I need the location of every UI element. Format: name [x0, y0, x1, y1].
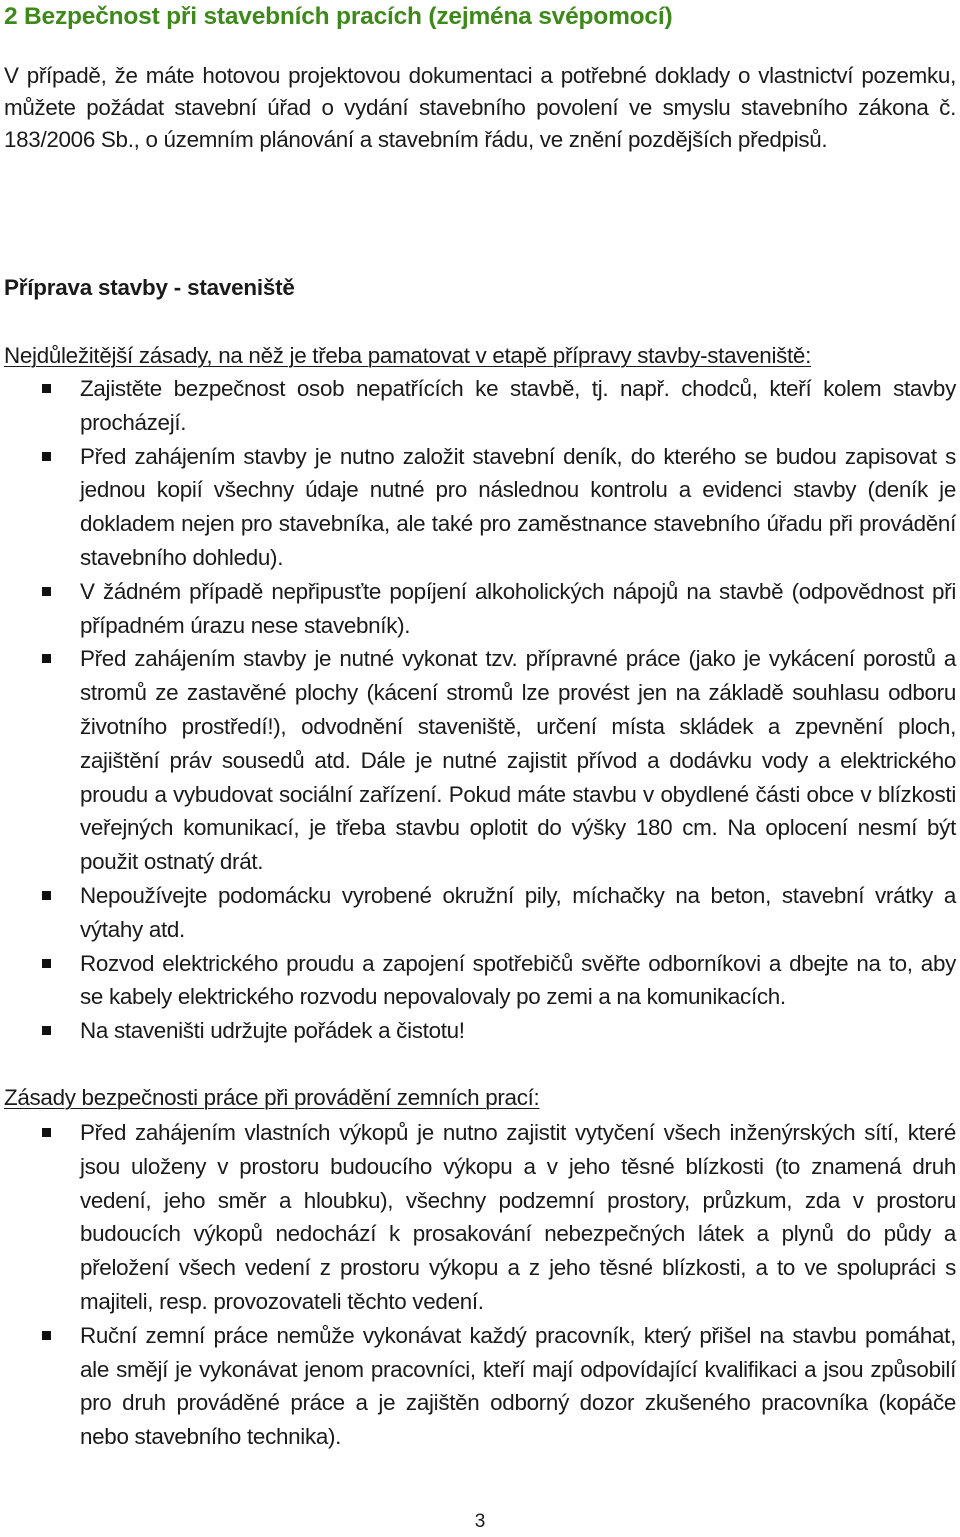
square-bullet-icon	[42, 1128, 51, 1137]
list-item: Na staveništi udržujte pořádek a čistotu!	[0, 1014, 956, 1048]
list-item: Rozvod elektrického proudu a zapojení spotřebičů svěřte odborníkovi a dbejte na to, aby se kabely elektrického rozvodu nepovalovaly po zemi a na komunikacích.	[0, 947, 956, 1015]
list-item: V žádném případě nepřipusťte popíjení alkoholických nápojů na stavbě (odpovědnost při případném úrazu nese stavebník).	[0, 575, 956, 643]
list-item: Ruční zemní práce nemůže vykonávat každý pracovník, který přišel na stavbu pomáhat, ale smějí je vykonávat jenom pracovníci, kteří mají odpovídající kvalifikaci a jsou způsobilí pro druh prováděné práce a je zajištěn odborný dozor zkušeného pracovníka (kopáče nebo stavebního technika).	[0, 1319, 956, 1454]
list-item: Před zahájením stavby je nutné vykonat tzv. přípravné práce (jako je vykácení porostů a stromů ze zastavěné plochy (kácení stromů lze provést jen na základě souhlasu odboru životního prostředí!), odvodnění staveniště, určení místa skládek a zpevnění ploch, zajištění práv sousedů atd. Dále je nutné zajistit přívod a dodávku vody a elektrického proudu a vybudovat sociální zařízení. Pokud máte stavbu v obydlené části obce v blízkosti veřejných komunikací, je třeba stavbu oplotit do výšky 180 cm. Na oplocení nesmí být použit ostnatý drát.	[0, 642, 956, 879]
section-lead-text: Nejdůležitější zásady, na něž je třeba pamatovat v etapě přípravy stavby-staveniště:	[4, 343, 812, 368]
square-bullet-icon	[42, 654, 51, 663]
square-bullet-icon	[42, 587, 51, 596]
square-bullet-icon	[42, 1331, 51, 1340]
list-item: Před zahájením stavby je nutno založit stavební deník, do kterého se budou zapisovat s jednou kopií všechny údaje nutné pro následnou kontrolu a evidenci stavby (deník je dokladem nejen pro stavebníka, ale také pro zaměstnance stavebního úřadu při provádění stavebního dohledu).	[0, 440, 956, 575]
section-heading-earthworks: Zásady bezpečnosti práce při provádění zemních prací:	[4, 1085, 540, 1110]
square-bullet-icon	[42, 384, 51, 393]
list-item: Před zahájením vlastních výkopů je nutno zajistit vytyčení všech inženýrských sítí, které jsou uloženy v prostoru budoucího výkopu a v jeho těsné blízkosti (to znamená druh vedení, jeho směr a hloubku), všechny podzemní prostory, průzkum, zda v prostoru budoucích výkopů nedochází k prosakování nebezpečných látek a plynů do půdy a přeložení všech vedení z prostoru výkopu a z jeho těsné blízkosti, a to ve spolupráci s majiteli, resp. provozovateli těchto vedení.	[0, 1116, 956, 1319]
chapter-heading: 2 Bezpečnost při stavebních pracích (zejména svépomocí)	[4, 3, 673, 30]
earthworks-bullet-list	[0, 1116, 956, 1454]
list-item: Zajistěte bezpečnost osob nepatřících ke stavbě, tj. např. chodců, kteří kolem stavby procházejí.	[0, 372, 956, 440]
intro-paragraph: V případě, že máte hotovou projektovou dokumentaci a potřebné doklady o vlastnictví pozemku, můžete požádat stavební úřad o vydání stavebního povolení ve smyslu stavebního zákona č. 183/2006 Sb., o územním plánování a stavebním řádu, ve znění pozdějších předpisů.	[4, 63, 956, 152]
page-number: 3	[474, 1511, 486, 1532]
list-item: Nepoužívejte podomácku vyrobené okružní pily, míchačky na beton, stavební vrátky a výtahy atd.	[0, 879, 956, 947]
square-bullet-icon	[42, 452, 51, 461]
square-bullet-icon	[42, 959, 51, 968]
preparation-bullet-list	[0, 372, 956, 1048]
square-bullet-icon	[42, 1026, 51, 1035]
square-bullet-icon	[42, 891, 51, 900]
section-heading-preparation: Příprava stavby - staveniště	[4, 275, 295, 300]
